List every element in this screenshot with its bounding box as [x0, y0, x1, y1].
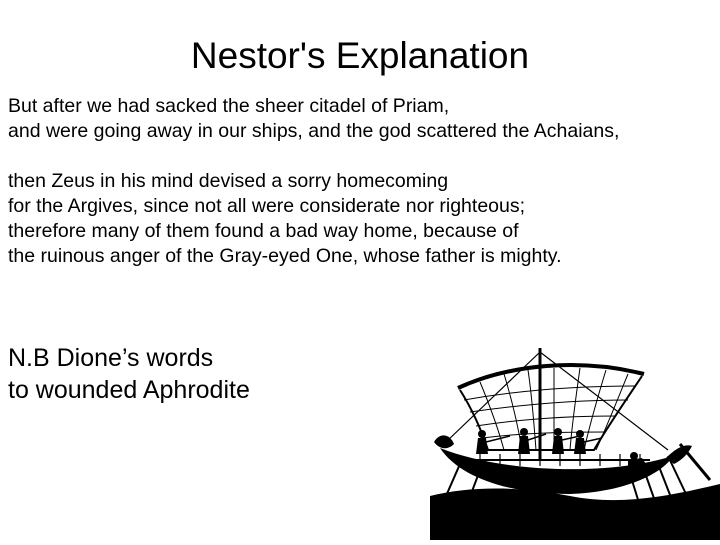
quote-line: But after we had sacked the sheer citadel of Priam,: [8, 95, 450, 117]
quote-line: and were going away in our ships, and the god scattered the Achaians,: [8, 120, 620, 142]
quote-line: the ruinous anger of the Gray-eyed One, whose father is mighty.: [8, 245, 562, 267]
greek-ship-icon: [430, 346, 720, 540]
quote-line: then Zeus in his mind devised a sorry homecoming: [8, 170, 449, 192]
note-text: [8, 342, 338, 406]
quote-line: therefore many of them found a bad way home, because of: [8, 220, 519, 242]
quote-text: [8, 94, 708, 269]
quote-line: for the Argives, since not all were considerate nor righteous;: [8, 195, 526, 217]
note-line: to wounded Aphrodite: [8, 376, 250, 404]
slide-title: Nestor's Explanation: [190, 35, 530, 76]
note-line: N.B Dione’s words: [8, 344, 214, 372]
